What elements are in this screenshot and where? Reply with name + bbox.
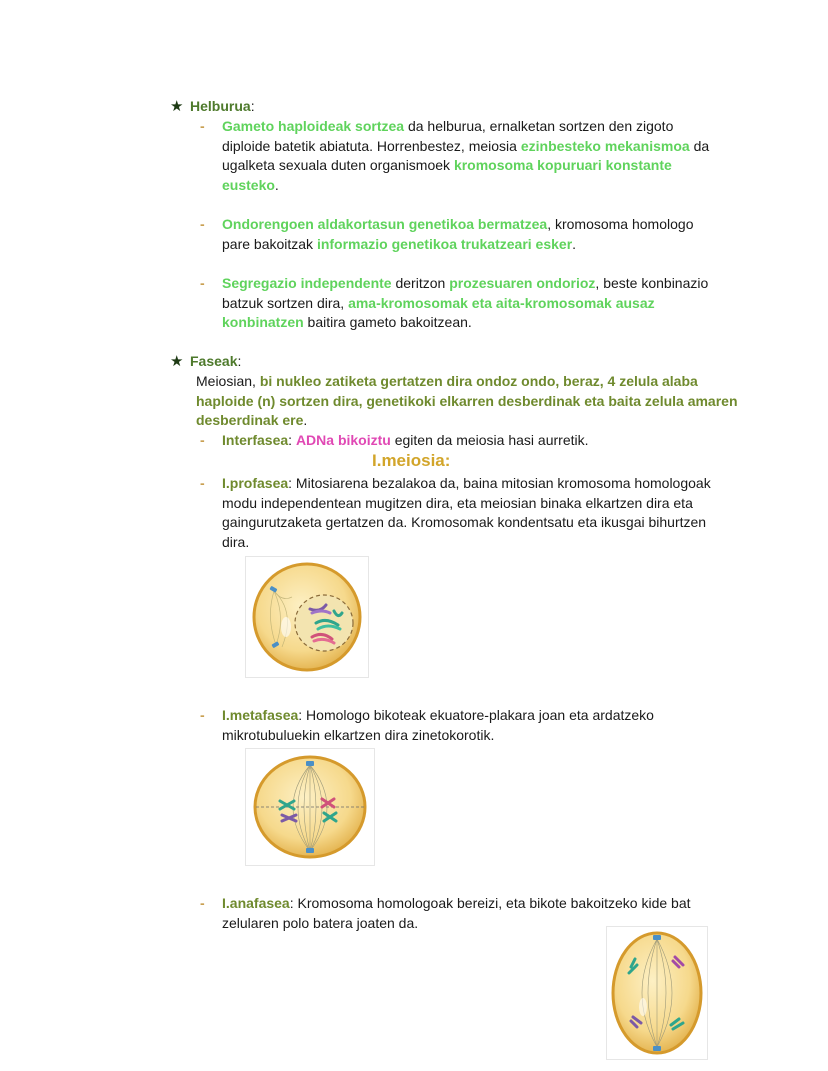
helburua-bullet-1 [200,117,722,195]
prophase-figure [245,556,369,678]
phase-label: I.metafasea [222,707,299,723]
highlight-text: Ondorengoen aldakortasun genetikoa bermatzea [222,216,548,232]
highlight-text: Gameto haploideak sortzea [222,118,405,134]
body-text: baitira gameto bakoitzean. [303,314,472,331]
star-bullet-icon: ★ [170,353,184,370]
interfasea-item [200,431,722,451]
body-text: , beste konbinazio batzuk sortzen dira, [222,275,709,311]
anaphase-figure [606,926,708,1060]
dash-bullet-icon: - [200,475,205,491]
highlight-text: ezinbesteko mekanismoa [520,137,690,154]
heading-colon: : [237,353,242,369]
metaphase-figure [245,748,375,866]
body-text: : [288,432,296,448]
star-bullet-icon: ★ [170,98,184,115]
body-text: da ugalketa sexuala duten organismoek [222,137,710,174]
helburua-heading: Helburua [190,98,251,114]
dash-bullet-icon: - [200,432,205,448]
heading-colon: : [250,98,255,114]
faseak-heading: Faseak [190,353,238,369]
body-text: . [572,235,577,252]
highlight-text: ama-kromosomak eta aita-kromosomak ausaz konbinatzen [222,294,655,331]
highlight-text: informazio genetikoa trukatzeari esker [316,235,573,252]
highlight-text: kromosoma kopuruari konstante eusteko [222,157,672,193]
faseak-intro [196,372,756,431]
metafasea-item [200,706,722,745]
body-text: deritzon [391,275,450,291]
highlight-text: prozesuaren ondorioz [449,275,596,291]
phase-label: Interfasea [222,432,289,448]
faseak-heading-line [170,352,241,370]
phase-label: I.anafasea [222,895,290,911]
dash-bullet-icon: - [200,216,205,232]
meiosis-title: I.meiosia: [372,451,451,470]
dash-bullet-icon: - [200,707,205,723]
body-text: egiten da meiosia hasi aurretik. [390,432,589,448]
body-text: : Kromosoma homologoak bereizi, eta bikote bakoitzeko kide bat zelularen polo batera joaten da. [222,895,691,931]
highlight-text: bi nukleo zatiketa gertatzen dira ondoz ondo, beraz, 4 zelula alaba haploide (n) sortzen dira, genetikoki elkarren desberdinak eta baita zelula amaren desberdinak ere [196,373,738,429]
body-text: . [303,412,308,429]
body-text: Meiosian, [196,373,260,389]
highlight-text: Segregazio independente [222,275,392,291]
anaphase-cell-diagram [607,927,707,1059]
body-text: . [274,176,279,193]
body-text: , kromosoma homologo pare bakoitzak [222,216,694,252]
body-text: : Mitosiarena bezalakoa da, baina mitosian kromosoma homologoak modu independentean mugitzen dira, eta meiosian binaka elkartzen dira eta gaingurutzaketa gertatzen da. Kromosomak kondentsatu eta ikusgai bihurtzen dira. [222,475,711,550]
body-text: : Homologo bikoteak ekuatore-plakara joan eta ardatzeko mikrotubuluekin elkartzen dira zinetokorotik. [222,707,654,743]
dash-bullet-icon: - [200,895,205,911]
metaphase-cell-diagram [246,749,374,865]
profasea-item [200,474,722,552]
helburua-bullet-2 [200,215,722,254]
dash-bullet-icon: - [200,275,205,291]
body-text: da helburua, ernalketan sortzen den zigoto diploide batetik abiatuta. Horrenbestez, meiosia [222,118,674,154]
highlight-text: ADNa bikoiztu [295,432,391,448]
helburua-bullet-3 [200,274,722,333]
prophase-cell-diagram [246,557,368,677]
dash-bullet-icon: - [200,118,205,134]
helburua-heading-line [170,97,255,115]
phase-label: I.profasea [222,475,289,491]
